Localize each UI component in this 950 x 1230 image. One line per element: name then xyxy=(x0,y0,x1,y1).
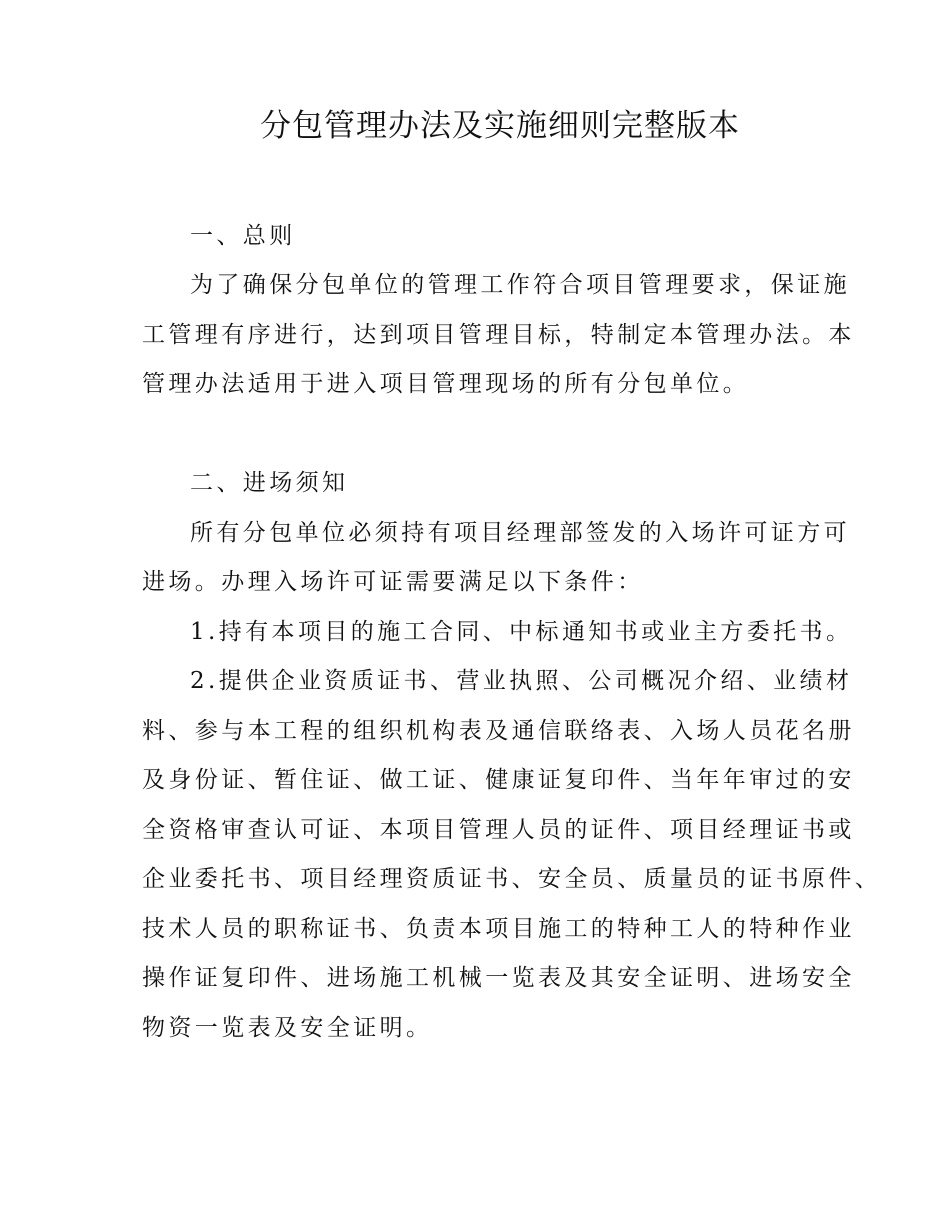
paragraph-line: 工管理有序进行，达到项目管理目标，特制定本管理办法。本 xyxy=(142,322,855,348)
list-item-line: 料、参与本工程的组织机构表及通信联络表、入场人员花名册 xyxy=(142,718,855,744)
section-heading-general: 一、总则 xyxy=(190,223,296,249)
list-item-line: 操作证复印件、进场施工机械一览表及其安全证明、进场安全 xyxy=(142,965,855,991)
paragraph-line: 管理办法适用于进入项目管理现场的所有分包单位。 xyxy=(142,371,750,397)
list-item-line: 1.持有本项目的施工合同、中标通知书或业主方委托书。 xyxy=(190,619,853,645)
paragraph-line: 为了确保分包单位的管理工作符合项目管理要求，保证施 xyxy=(190,272,850,298)
paragraph-line: 所有分包单位必须持有项目经理部签发的入场许可证方可 xyxy=(190,520,850,546)
list-item-line: 技术人员的职称证书、负责本项目施工的特种工人的特种作业 xyxy=(142,916,855,942)
paragraph-line: 进场。办理入场许可证需要满足以下条件： xyxy=(142,569,644,595)
list-item-line: 全资格审查认可证、本项目管理人员的证件、项目经理证书或 xyxy=(142,817,855,843)
section-heading-entry: 二、进场须知 xyxy=(190,470,349,496)
list-item-line: 2.提供企业资质证书、营业执照、公司概况介绍、业绩材 xyxy=(190,668,853,694)
list-item-line: 及身份证、暂住证、做工证、健康证复印件、当年年审过的安 xyxy=(142,767,855,793)
document-title: 分包管理办法及实施细则完整版本 xyxy=(260,108,740,144)
list-item-line: 物资一览表及安全证明。 xyxy=(142,1015,433,1041)
list-item-line: 企业委托书、项目经理资质证书、安全员、质量员的证书原件、 xyxy=(142,866,882,892)
